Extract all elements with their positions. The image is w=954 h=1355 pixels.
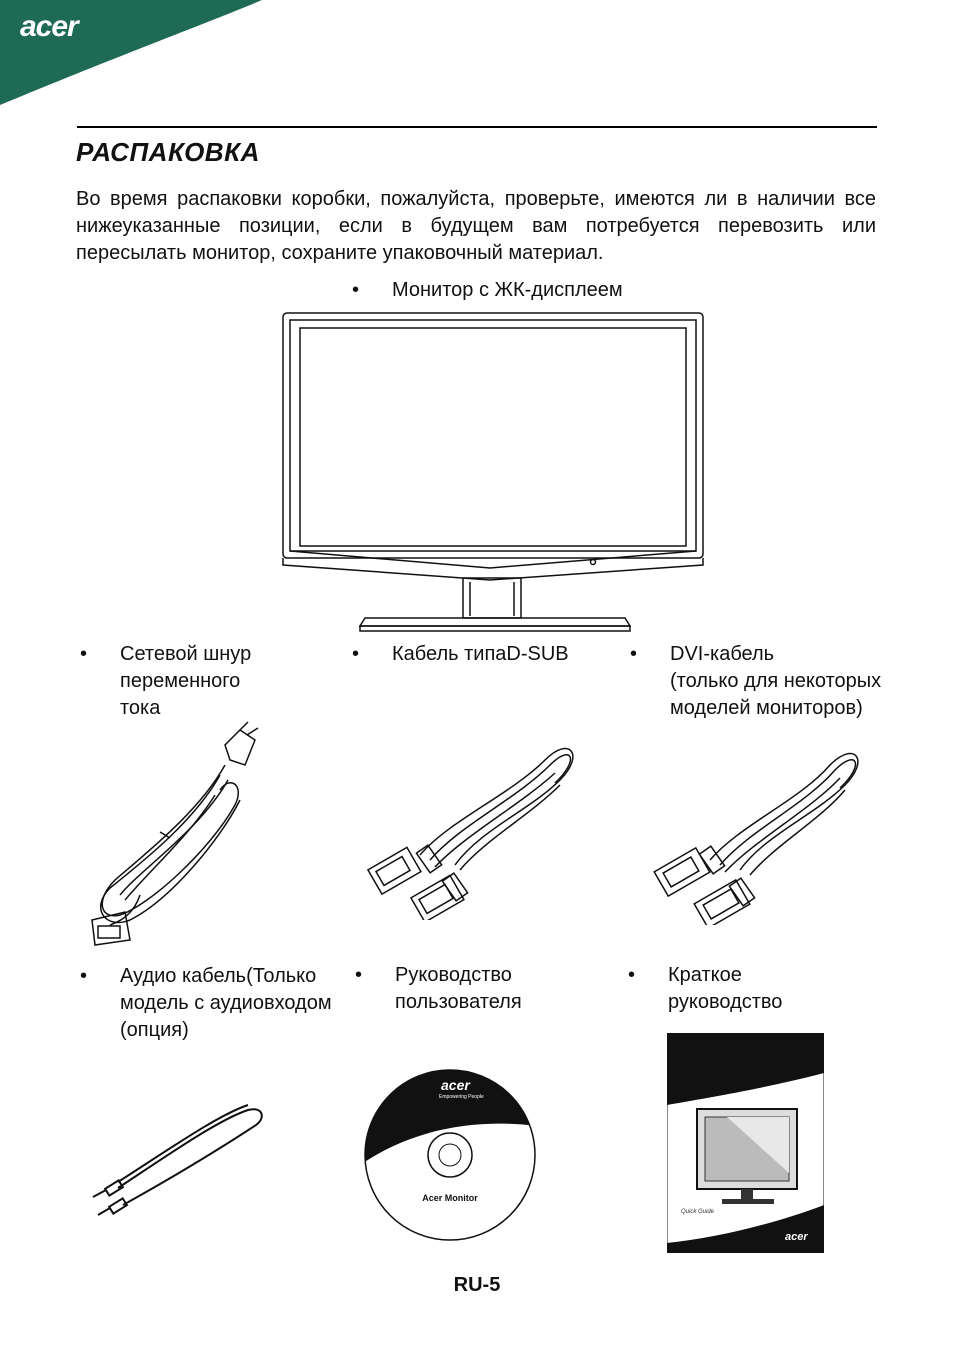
dsub-cable-illustration <box>360 735 585 920</box>
page-number: RU-5 <box>453 1274 501 1296</box>
item-label: Монитор с ЖК-дисплеем <box>392 279 623 301</box>
booklet-brand: acer <box>785 1231 808 1243</box>
dvi-cable-illustration <box>650 740 870 925</box>
audio-cable-illustration <box>88 1100 268 1220</box>
item-monitor <box>352 277 692 307</box>
section-title: РАСПАКОВКА <box>76 137 260 167</box>
booklet-caption: Quick Guide <box>681 1209 715 1215</box>
item-label: Аудио кабель(Только модель с аудиовходом (опция) <box>120 965 332 1041</box>
item-label: Краткое руководство <box>668 964 783 1013</box>
bullet: • <box>355 964 363 986</box>
item-quick-guide <box>628 962 858 1022</box>
acer-logo: acer <box>20 10 78 43</box>
bullet: • <box>352 279 360 301</box>
cd-brand: acer <box>441 1077 470 1093</box>
item-label: Кабель типаD-SUB <box>392 643 569 665</box>
bullet: • <box>628 964 636 986</box>
item-label: DVI-кабель (только для некоторых моделей мониторов) <box>670 643 882 719</box>
bullet: • <box>80 965 88 987</box>
lcd-monitor-illustration <box>280 310 708 635</box>
item-label: Руководство пользователя <box>395 964 522 1013</box>
cd-disc-illustration <box>363 1068 537 1242</box>
item-user-manual <box>355 962 585 1022</box>
item-dsub-cable <box>352 641 612 671</box>
quick-guide-booklet-illustration <box>667 1033 824 1253</box>
bullet: • <box>80 643 88 665</box>
item-audio-cable <box>80 963 370 1048</box>
cd-label: Acer Monitor <box>422 1193 478 1203</box>
bullet: • <box>630 643 638 665</box>
item-dvi-cable <box>630 641 920 726</box>
bullet: • <box>352 643 360 665</box>
intro-paragraph: Во время распаковки коробки, пожалуйста, проверьте, имеются ли в наличии все нижеуказанные позиции, если в будущем вам потребуется перевозить или пересылать монитор, сохраните упаковочный материал. <box>76 188 876 264</box>
item-label: Сетевой шнур переменного тока <box>120 643 252 719</box>
item-power-cord <box>80 641 330 726</box>
title-divider <box>77 126 877 128</box>
power-cord-illustration <box>80 720 280 950</box>
cd-tagline: Empowering People <box>439 1094 484 1100</box>
